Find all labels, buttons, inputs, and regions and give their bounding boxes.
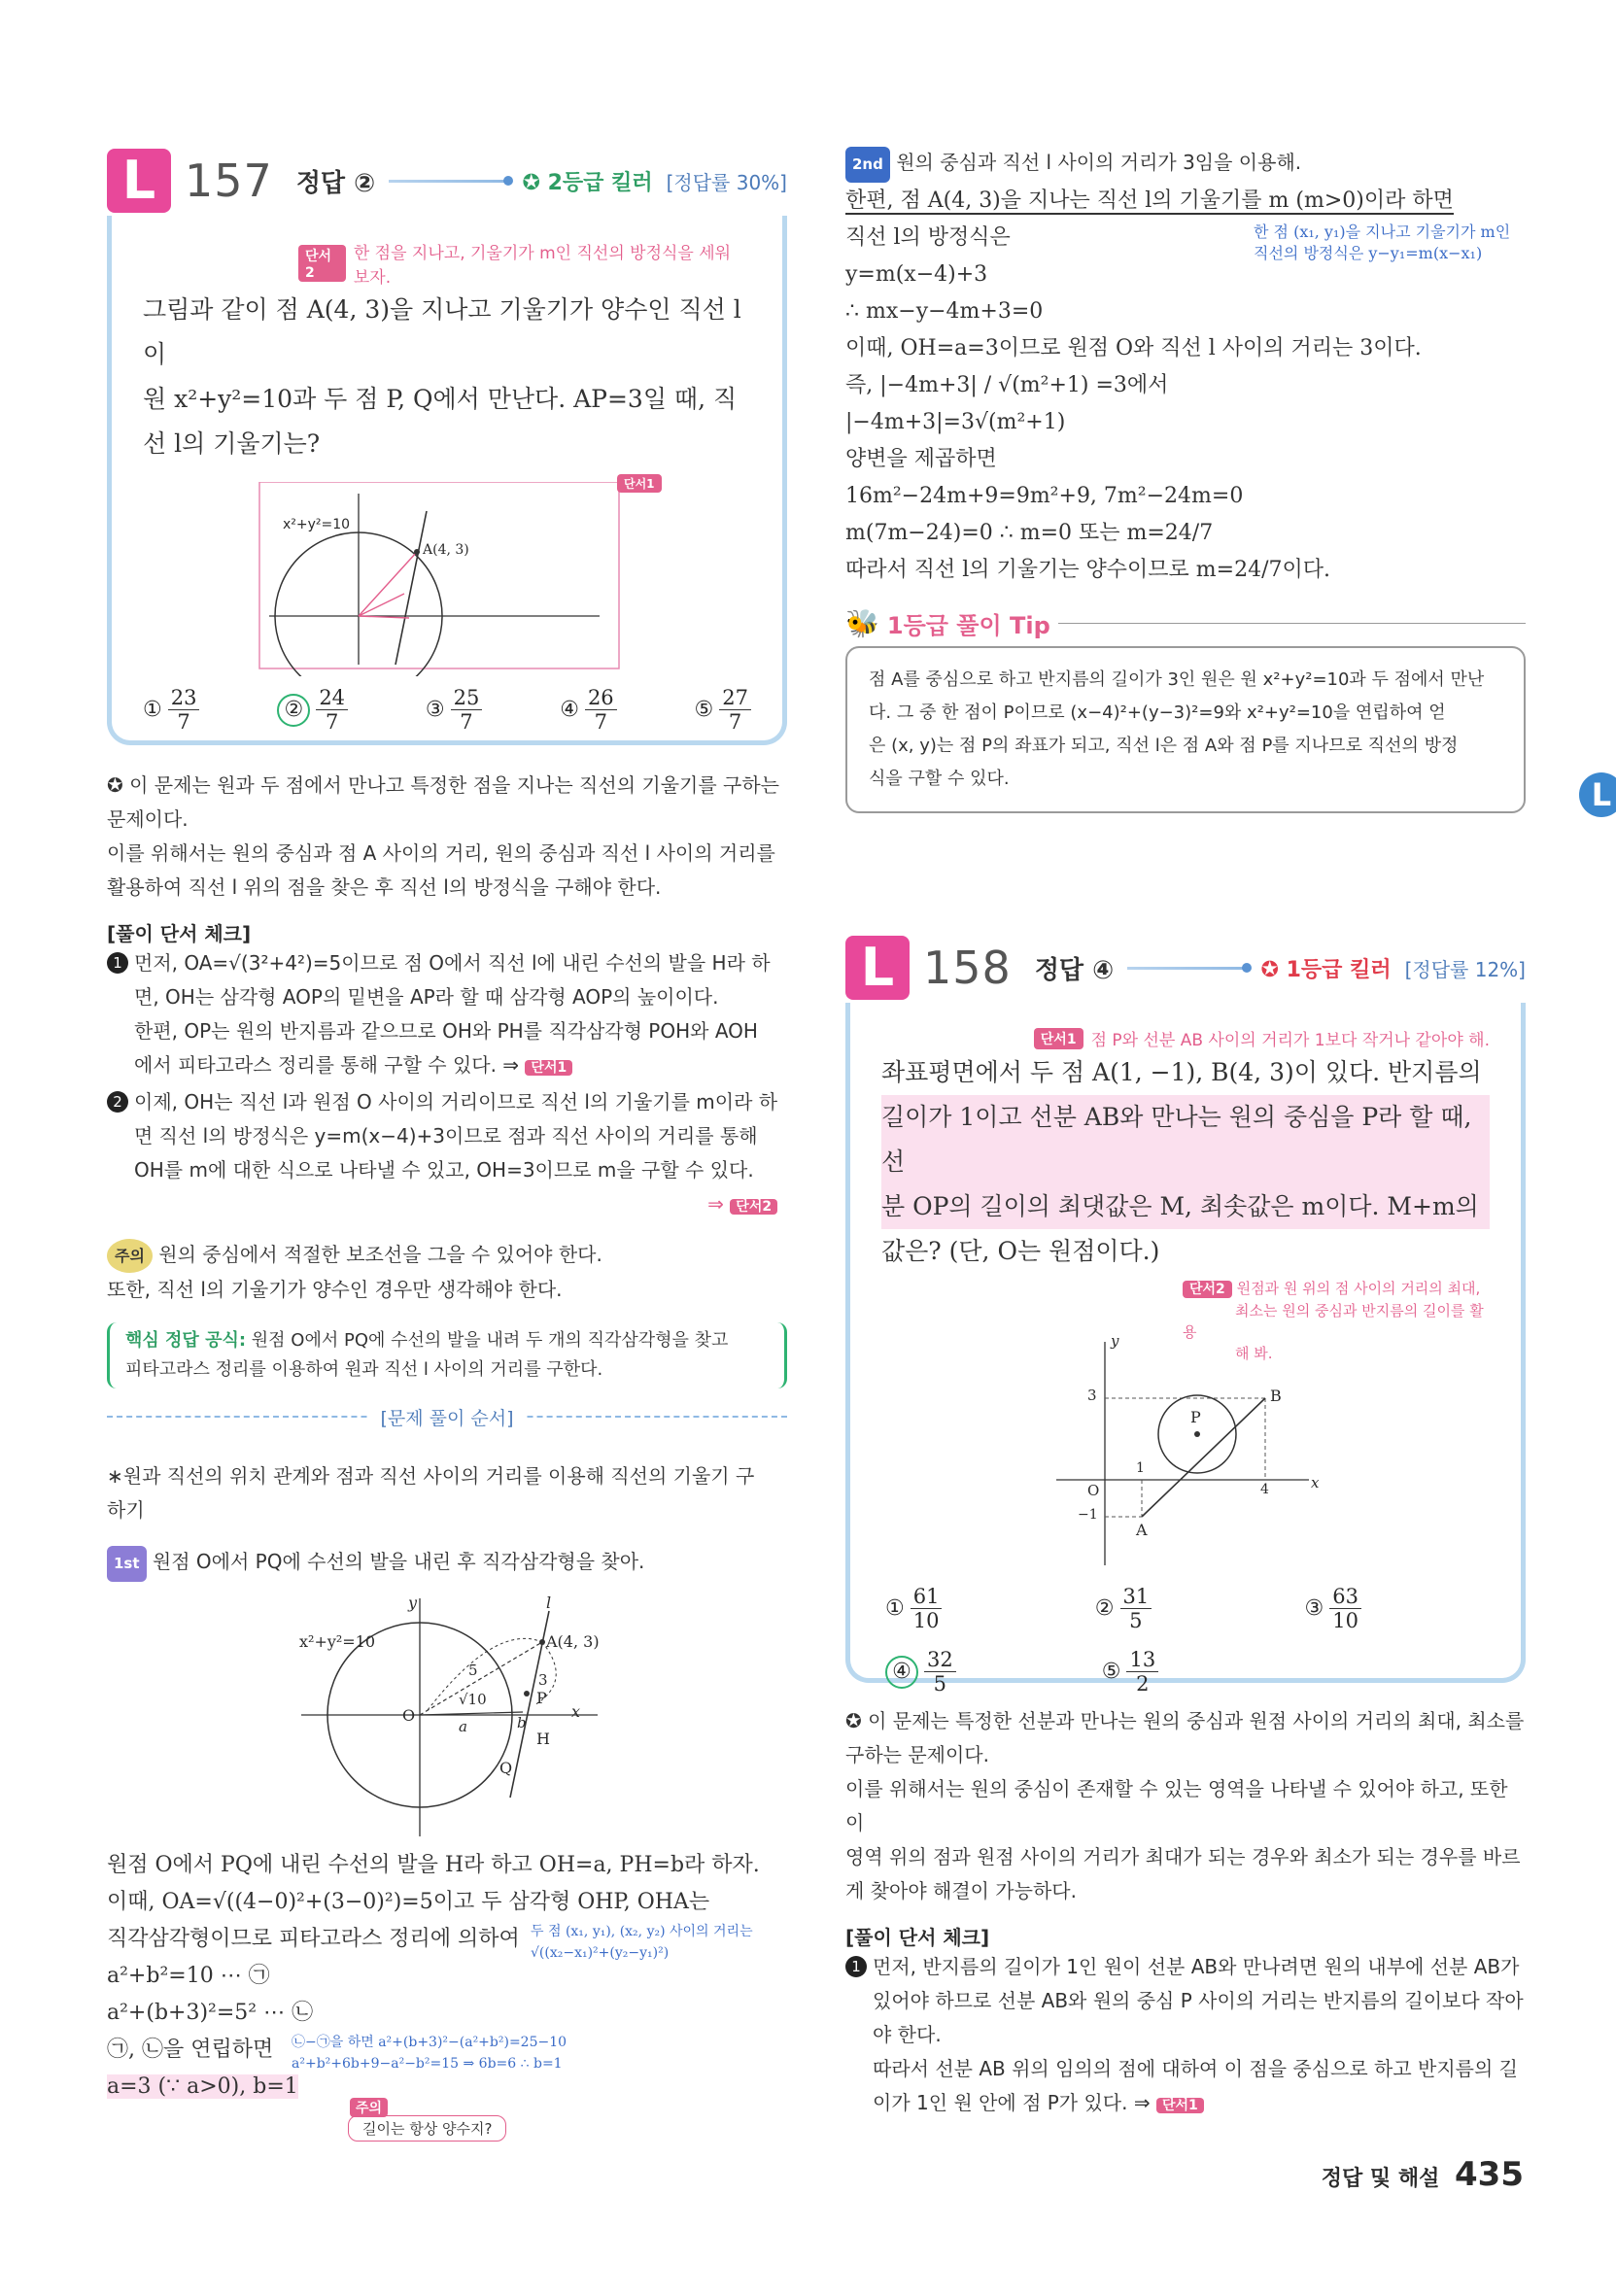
problem-158: [845, 933, 1526, 2123]
check-line: 따라서 선분 AB 위의 임의의 점에 대하여 이 점을 중심으로 하고 반지름의 길: [873, 2057, 1518, 2080]
check-list: [845, 1950, 1526, 2123]
solve-system-line: ㉠, ㉡을 연립하면: [107, 2038, 274, 2062]
hint-2-link: 단서2: [730, 1199, 777, 1215]
choice-3[interactable]: [1305, 1585, 1361, 1632]
problem-157-header: [107, 146, 787, 216]
step-2-badge: 2nd: [845, 147, 890, 183]
check-item-2: [107, 1085, 787, 1224]
footer-label: 정답 및 해설: [1321, 2167, 1440, 2191]
check-line: OH를 m에 대한 식으로 나타낼 수 있고, OH=3이므로 m을 구할 수 있다.: [134, 1158, 754, 1182]
point-P: [524, 1691, 530, 1696]
segment-OP: [359, 594, 404, 616]
segment-OA: [359, 552, 417, 616]
point-A-label: A: [1136, 1521, 1148, 1539]
circle-label: x²+y²=10: [283, 517, 351, 532]
choice-mark: ⑤: [694, 698, 714, 723]
correct-answer-mark: ④: [885, 1656, 918, 1689]
bubble-text: 길이는 항상 양수지?: [348, 2115, 506, 2142]
point-A-label: A(4, 3): [423, 542, 469, 558]
tip-header: [845, 606, 1526, 640]
solution-157-part1: [107, 1847, 787, 2106]
problem-number: 158: [923, 942, 1012, 994]
hint-link-arrow: ⇒: [707, 1192, 724, 1216]
denominator: 7: [728, 710, 742, 735]
hint-1-link: 단서1: [525, 1060, 572, 1076]
solution-line: 직각삼각형이므로 피타고라스 정리에 의하여: [107, 1927, 520, 1951]
check-item-1: [845, 1950, 1526, 2123]
intro-line: 이를 위해서는 원의 중심과 점 A 사이의 거리, 원의 중심과 직선 l 사이의 거리를: [107, 841, 775, 865]
problem-number: 157: [185, 154, 273, 207]
problem-157-continued: [845, 146, 1526, 813]
problem-line: 그림과 같이 점 A(4, 3)을 지나고 기울기가 양수인 직선 l이: [143, 295, 741, 368]
check-line: 이가 1인 원 안에 점 P가 있다. ⇒: [873, 2091, 1151, 2114]
denominator: 7: [325, 710, 339, 735]
note-line: ㉡−㉠을 하면 a²+(b+3)²−(a²+b²)=25−10: [292, 2035, 567, 2050]
check-line: 면 직선 l의 방정식은 y=m(x−4)+3이므로 점과 직선 사이의 거리를 통해: [134, 1124, 758, 1148]
solution-line: y=m(x−4)+3: [845, 262, 988, 287]
numerator: 13: [1126, 1648, 1158, 1672]
hint-text: 해 봐.: [1235, 1345, 1273, 1362]
answer-choices: [881, 1585, 1490, 1696]
denominator: 5: [1129, 1609, 1143, 1633]
note-line: √((x₂−x₁)²+(y₂−y₁)²): [531, 1945, 670, 1961]
bubble-tag: 주의: [350, 2098, 388, 2117]
caution-bubble: [107, 2101, 787, 2154]
hint-text: 한 점을 지나고, 기울기가 m인 직선의 방정식을 세워 보자.: [353, 244, 732, 288]
point-slope-note: [1254, 222, 1510, 264]
intro-line: 구하는 문제이다.: [845, 1743, 989, 1766]
choice-2[interactable]: [1095, 1585, 1152, 1632]
problem-line: 분 OP의 길이의 최댓값은 M, 최솟값은 m이다. M+m의: [881, 1184, 1490, 1229]
tip-line: 다. 그 중 한 점이 P이므로 (x−4)²+(y−3)²=9와 x²+y²=10을 연립하여 얻: [869, 703, 1446, 723]
choice-mark: ①: [885, 1596, 905, 1622]
length-5-label: 5: [468, 1662, 478, 1679]
solution-line: 이때, OA=√((4−0)²+(3−0)²)=5이고 두 삼각형 OHP, OHA는: [107, 1890, 710, 1914]
intro-line: 영역 위의 점과 원점 사이의 거리가 최대가 되는 경우와 최소가 되는 경우를 바르: [845, 1845, 1521, 1868]
tip-section: [845, 606, 1526, 813]
solution-line: 이때, OH=a=3이므로 원점 O와 직선 l 사이의 거리는 3이다.: [845, 336, 1422, 360]
solution-line: 한편, 점 A(4, 3)을 지나는 직선 l의 기울기를 m (m>0)이라 하면: [845, 188, 1454, 213]
problem-157-box: [107, 216, 787, 745]
note-line: 두 점 (x₁, y₁), (x₂, y₂) 사이의 거리는: [531, 1924, 753, 1939]
problem-figure: [881, 1274, 1494, 1585]
check-title: [풀이 단서 체크]: [845, 1926, 990, 1949]
point-P-label: P: [536, 1689, 547, 1707]
problem-line: 선 l의 기울기는?: [143, 429, 321, 458]
header-divider: [1127, 967, 1247, 970]
note-line: 직선의 방정식은 y−y₁=m(x−x₁): [1254, 244, 1483, 262]
problem-157-intro: [107, 769, 787, 905]
solution-line: 양변을 제곱하면: [845, 447, 997, 471]
answer-label: 정답 ④: [1034, 955, 1115, 985]
tip-title: 1등급 풀이 Tip: [886, 612, 1050, 639]
check-line: 한편, OP는 원의 반지름과 같으므로 OH와 PH를 직각삼각형 POH와 AOH: [134, 1019, 758, 1043]
y-axis-label: y: [1111, 1332, 1119, 1350]
answer-label: 정답 ②: [295, 168, 376, 198]
solution-line: 16m²−24m+9=9m²+9, 7m²−24m=0: [845, 484, 1244, 508]
y-tick-3: 3: [1087, 1387, 1097, 1404]
difficulty-label: ✪ 2등급 킬러: [522, 170, 653, 195]
check-title: [풀이 단서 체크]: [107, 922, 252, 945]
check-line: 이제, OH는 직선 l과 원점 O 사이의 거리이므로 직선 l의 기울기를 m이라 하: [134, 1090, 778, 1114]
check-line: 면, OH는 삼각형 AOP의 밑변을 AP라 할 때 삼각형 AOP의 높이이다.: [134, 985, 719, 1009]
choice-2[interactable]: [277, 686, 348, 734]
problem-line: 원 x²+y²=10과 두 점 P, Q에서 만난다. AP=3일 때, 직: [143, 385, 738, 413]
solution-figure: [107, 1593, 787, 1841]
problem-158-header: [845, 933, 1526, 1003]
problem-158-box: [845, 1003, 1526, 1696]
hint-1: [881, 1026, 1490, 1050]
hint-1-tag: 단서1: [617, 474, 662, 493]
check-line: 있어야 하므로 선분 AB와 원의 중심 P 사이의 거리는 반지름의 길이보다 작아: [873, 1989, 1524, 2012]
equation-1: a²+b²=10 ⋯ ㉠: [107, 1964, 270, 1988]
equation-2: a²+(b+3)²=5² ⋯ ㉡: [107, 2001, 314, 2025]
problem-figure: [143, 477, 755, 676]
problem-statement: [881, 1050, 1490, 1274]
result-line: a=3 (∵ a>0), b=1: [107, 2074, 298, 2099]
segment-AB: [1142, 1398, 1265, 1517]
solution-order-line: ∗원과 직선의 위치 관계와 점과 직선 사이의 거리를 이용해 직선의 기울기 구: [107, 1464, 755, 1488]
step-2: [845, 146, 1526, 183]
solution-order-title: [107, 1408, 787, 1444]
accuracy-rate: [정답률 12%]: [1404, 957, 1526, 981]
choice-mark: ②: [1094, 1596, 1115, 1622]
origin-label: O: [402, 1706, 416, 1725]
numerator: 32: [924, 1648, 956, 1672]
denominator: 2: [1136, 1672, 1150, 1696]
step-1-text: 원점 O에서 PQ에 수선의 발을 내린 후 직각삼각형을 찾아.: [152, 1550, 645, 1573]
solution-line: m(7m−24)=0 ∴ m=0 또는 m=24/7: [845, 521, 1214, 545]
choice-3[interactable]: [426, 686, 482, 734]
check-line: 먼저, 반지름의 길이가 1인 원이 선분 AB와 만나려면 원의 내부에 선분 AB가: [873, 1955, 1520, 1978]
numerator: 24: [316, 686, 348, 710]
solution-line: 직선 l의 방정식은: [845, 225, 1011, 250]
choice-mark: ③: [425, 698, 445, 723]
step-2-text: 원의 중심과 직선 l 사이의 거리가 3임을 이용해.: [896, 151, 1302, 174]
problem-line: 좌표평면에서 두 점 A(1, −1), B(4, 3)이 있다. 반지름의: [881, 1058, 1482, 1086]
solution-line: 즉, |−4m+3| / √(m²+1) =3에서: [845, 373, 1169, 397]
note-line: 한 점 (x₁, y₁)을 지나고 기울기가 m인: [1254, 223, 1511, 241]
check-line: 에서 피타고라스 정리를 통해 구할 수 있다. ⇒: [134, 1053, 520, 1077]
denominator: 7: [177, 710, 190, 735]
intro-line: 문제이다.: [107, 807, 189, 831]
page-number: 435: [1455, 2155, 1524, 2194]
caution-block: [107, 1238, 787, 1307]
number-1-icon: 1: [107, 952, 128, 974]
denominator: 10: [1332, 1609, 1358, 1633]
check-line: 먼저, OA=√(3²+4²)=5이므로 점 O에서 직선 l에 내린 수선의 발을 H라 하: [134, 951, 771, 975]
numerator: 31: [1120, 1585, 1152, 1609]
problem-line: 값은? (단, O는 원점이다.): [881, 1237, 1160, 1265]
origin-label: O: [1087, 1482, 1100, 1499]
problem-statement: [143, 288, 751, 466]
point-H-label: H: [536, 1730, 550, 1748]
header-divider: [389, 180, 508, 183]
circle-label: x²+y²=10: [299, 1632, 376, 1651]
x-axis-label: x: [571, 1702, 581, 1721]
line-l: [395, 511, 427, 665]
subtraction-note: [292, 2032, 567, 2074]
caution-line: 원의 중심에서 적절한 보조선을 그을 수 있어야 한다.: [158, 1243, 602, 1266]
solution-order-line: 하기: [107, 1498, 145, 1522]
caution-tag: 주의: [107, 1239, 153, 1273]
choice-5[interactable]: [1102, 1648, 1158, 1696]
choice-4[interactable]: [560, 686, 616, 734]
solution-line: |−4m+3|=3√(m²+1): [845, 410, 1066, 434]
correct-answer-mark: ②: [277, 694, 310, 727]
hint-text: 최소는 원의 중심과 반지름의 길이를 활용: [1183, 1302, 1484, 1341]
answer-choices: [143, 686, 751, 734]
intro-line: 활용하여 직선 l 위의 점을 찾은 후 직선 l의 방정식을 구해야 한다.: [107, 875, 662, 899]
chapter-badge: L: [107, 149, 171, 213]
check-list: [107, 946, 787, 1224]
x-tick-1: 1: [1136, 1460, 1145, 1476]
hint-1-link: 단서1: [1156, 2098, 1204, 2113]
a-label: a: [459, 1718, 467, 1735]
x-tick-4: 4: [1260, 1482, 1269, 1497]
problem-line: 길이가 1이고 선분 AB와 만나는 원의 중심을 P라 할 때, 선: [881, 1095, 1490, 1184]
check-line: 야 한다.: [873, 2023, 942, 2046]
page-footer: [1322, 2155, 1524, 2194]
denominator: 10: [912, 1609, 940, 1633]
numerator: 23: [168, 686, 200, 710]
choice-4[interactable]: [885, 1648, 956, 1696]
choice-1[interactable]: [885, 1585, 942, 1632]
solution-order: [107, 1459, 787, 1527]
accuracy-rate: [정답률 30%]: [666, 170, 787, 194]
distance-formula-note: [531, 1921, 753, 1964]
hint-text: 원점과 원 위의 점 사이의 거리의 최대,: [1236, 1280, 1481, 1297]
note-line: a²+b²+6b+9−a²−b²=15 ⇒ 6b=6 ∴ b=1: [292, 2056, 563, 2072]
point-Q-label: Q: [499, 1759, 513, 1777]
chapter-side-tab: L: [1579, 772, 1616, 817]
number-2-icon: 2: [107, 1091, 128, 1113]
key-formula-line: 피타고라스 정리를 이용하여 원과 직선 l 사이의 거리를 구한다.: [125, 1359, 603, 1380]
hint-2: [1183, 1278, 1494, 1364]
numerator: 63: [1329, 1585, 1361, 1609]
point-P-label: P: [1190, 1408, 1201, 1426]
tip-line: 은 (x, y)는 점 P의 좌표가 되고, 직선 l은 점 A와 점 P를 지나므로 직선의 방정: [869, 736, 1459, 756]
intro-line: ✪ 이 문제는 특정한 선분과 만나는 원의 중심과 원점 사이의 거리의 최대, 최소를: [845, 1709, 1525, 1732]
check-item-1: [107, 946, 787, 1085]
step-1: [107, 1545, 787, 1582]
intro-line: 이를 위해서는 원의 중심이 존재할 수 있는 영역을 나타낼 수 있어야 하고, 또한 이: [845, 1777, 1508, 1834]
y-axis-label: y: [408, 1593, 418, 1612]
numerator: 27: [719, 686, 751, 710]
difficulty-label: ✪ 1등급 킬러: [1260, 957, 1392, 982]
bee-icon: 🐝: [845, 607, 879, 639]
solution-157-part2: [845, 183, 1526, 589]
step-1-badge: 1st: [107, 1546, 147, 1582]
choice-mark: ④: [560, 698, 579, 723]
x-axis-label: x: [1311, 1474, 1320, 1491]
denominator: 5: [933, 1672, 947, 1696]
denominator: 7: [460, 710, 473, 735]
caution-line: 또한, 직선 l의 기울기가 양수인 경우만 생각해야 한다.: [107, 1278, 563, 1301]
tip-divider: [1058, 623, 1526, 625]
problem-157: [107, 146, 787, 2154]
choice-mark: ③: [1304, 1596, 1324, 1622]
hint-tag: 단서2: [298, 245, 346, 282]
b-label: b: [517, 1714, 527, 1731]
hint-tag: 단서2: [1183, 1281, 1232, 1298]
solution-line: 따라서 직선 l의 기울기는 양수이므로 m=24/7이다.: [845, 558, 1330, 582]
chapter-badge: L: [845, 936, 910, 1000]
tip-box: [845, 646, 1526, 813]
key-formula-title: 핵심 정답 공식:: [125, 1330, 247, 1351]
numerator: 26: [585, 686, 617, 710]
length-3-label: 3: [538, 1671, 548, 1689]
circle-line-figure: [143, 482, 755, 676]
hint-tag: 단서1: [1034, 1028, 1083, 1049]
choice-1[interactable]: [143, 686, 199, 734]
intro-line: 게 찾아야 해결이 가능하다.: [845, 1879, 1077, 1902]
line-l-label: l: [546, 1593, 552, 1612]
problem-158-intro: [845, 1704, 1526, 1908]
hint-2: [298, 239, 751, 288]
numerator: 25: [451, 686, 483, 710]
tip-line: 점 A를 중심으로 하고 반지름의 길이가 3인 원은 원 x²+y²=10과 두 점에서 만난: [869, 669, 1485, 690]
point-B-label: B: [1270, 1387, 1282, 1405]
point-A: [414, 549, 420, 555]
point-A: [539, 1639, 545, 1645]
choice-mark: ⑤: [1101, 1660, 1121, 1685]
sqrt10-label: √10: [459, 1691, 487, 1708]
tip-line: 식을 구할 수 있다.: [869, 769, 1010, 789]
point-P: [1194, 1431, 1200, 1437]
numerator: 61: [911, 1585, 943, 1609]
key-formula-line: 원점 O에서 PQ에 수선의 발을 내려 두 개의 직각삼각형을 찾고: [251, 1330, 729, 1351]
key-formula-box: [107, 1322, 787, 1388]
number-1-icon: 1: [845, 1956, 867, 1977]
hint-text: 점 P와 선분 AB 사이의 거리가 1보다 작거나 같아야 해.: [1090, 1031, 1490, 1050]
solution-line: 원점 O에서 PQ에 내린 수선의 발을 H라 하고 OH=a, PH=b라 하자.: [107, 1853, 760, 1877]
choice-5[interactable]: [695, 686, 751, 734]
y-tick-neg1: −1: [1078, 1507, 1098, 1523]
denominator: 7: [594, 710, 607, 735]
intro-line: ✪ 이 문제는 원과 두 점에서 만나고 특정한 점을 지나는 직선의 기울기를 구하는: [107, 773, 779, 797]
solution-diagram: [107, 1593, 787, 1841]
solution-line: ∴ mx−y−4m+3=0: [845, 299, 1044, 324]
choice-mark: ①: [143, 698, 162, 723]
solution-order-label: [문제 풀이 순서]: [370, 1408, 523, 1429]
point-A-label: A(4, 3): [546, 1632, 600, 1651]
